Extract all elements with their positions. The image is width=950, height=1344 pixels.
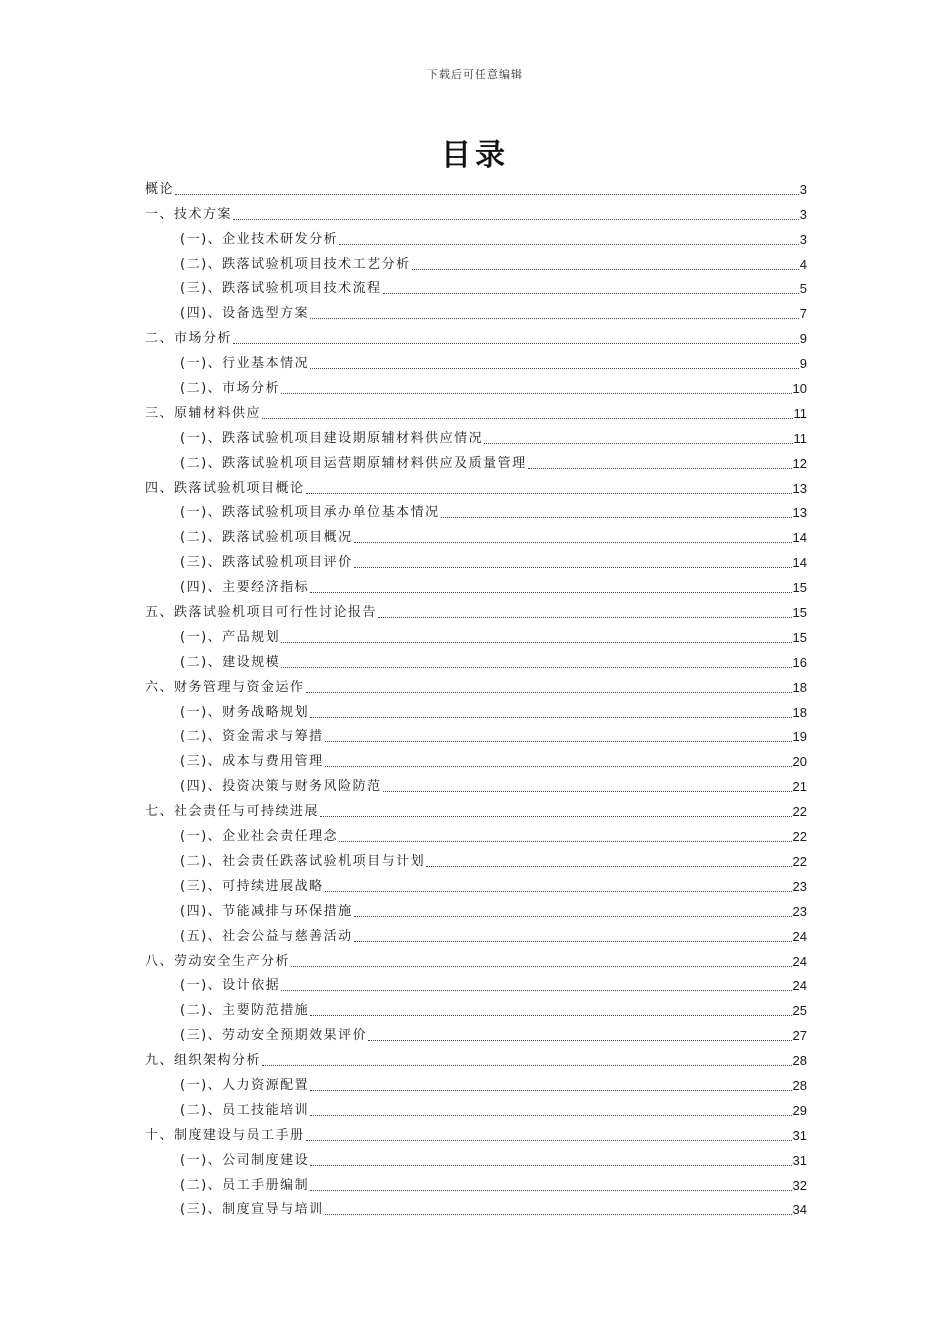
toc-entry-title: (一)、设计依据 <box>180 978 281 994</box>
toc-page-number: 32 <box>792 1177 807 1193</box>
toc-page-number: 23 <box>792 878 807 894</box>
toc-dot-leader <box>368 1039 791 1041</box>
toc-entry-title: 七、社会责任与可持续进展 <box>145 804 320 820</box>
toc-entry-title: (一)、产品规划 <box>180 629 281 645</box>
toc-section-entry[interactable] <box>145 298 807 323</box>
toc-page-number: 12 <box>792 455 807 471</box>
toc-section-entry[interactable] <box>145 224 807 249</box>
toc-chapter-entry[interactable] <box>145 597 807 622</box>
toc-section-entry[interactable] <box>145 1020 807 1045</box>
toc-page-number: 16 <box>792 654 807 670</box>
toc-page-number: 3 <box>799 231 807 247</box>
toc-page-number: 14 <box>792 530 807 546</box>
toc-section-entry[interactable] <box>145 249 807 274</box>
toc-dot-leader <box>412 268 799 270</box>
toc-dot-leader <box>306 691 792 693</box>
toc-section-entry[interactable] <box>145 995 807 1020</box>
toc-dot-leader <box>354 915 792 917</box>
toc-chapter-entry[interactable] <box>145 174 807 199</box>
toc-page-number: 5 <box>799 281 807 297</box>
toc-page-number: 13 <box>792 505 807 521</box>
toc-section-entry[interactable] <box>145 423 807 448</box>
toc-section-entry[interactable] <box>145 547 807 572</box>
toc-entry-title: (一)、企业社会责任理念 <box>180 829 339 845</box>
toc-section-entry[interactable] <box>145 348 807 373</box>
toc-page-number: 31 <box>792 1152 807 1168</box>
toc-page-number: 13 <box>792 480 807 496</box>
toc-entry-title: (一)、公司制度建设 <box>180 1152 310 1168</box>
toc-entry-title: (二)、市场分析 <box>180 381 281 397</box>
toc-section-entry[interactable] <box>145 622 807 647</box>
toc-page-number: 3 <box>799 206 807 222</box>
toc-dot-leader <box>426 865 791 867</box>
toc-section-entry[interactable] <box>145 697 807 722</box>
toc-dot-leader <box>528 467 792 469</box>
toc-section-entry[interactable] <box>145 846 807 871</box>
toc-page-number: 24 <box>792 928 807 944</box>
toc-entry-title: (一)、人力资源配置 <box>180 1077 310 1093</box>
toc-dot-leader <box>262 417 792 419</box>
toc-dot-leader <box>306 492 792 494</box>
toc-dot-leader <box>310 591 791 593</box>
toc-section-entry[interactable] <box>145 373 807 398</box>
toc-section-entry[interactable] <box>145 448 807 473</box>
toc-dot-leader <box>233 342 799 344</box>
toc-entry-title: 四、跌落试验机项目概论 <box>145 480 305 496</box>
toc-section-entry[interactable] <box>145 871 807 896</box>
toc-dot-leader <box>281 392 791 394</box>
toc-entry-title: (五)、社会公益与慈善活动 <box>180 928 353 944</box>
toc-section-entry[interactable] <box>145 746 807 771</box>
toc-dot-leader <box>354 940 792 942</box>
toc-page-number: 18 <box>792 704 807 720</box>
toc-dot-leader <box>320 815 792 817</box>
toc-dot-leader <box>354 566 792 568</box>
toc-chapter-entry[interactable] <box>145 672 807 697</box>
toc-dot-leader <box>339 243 799 245</box>
toc-entry-title: (四)、节能减排与环保措施 <box>180 903 353 919</box>
toc-entry-title: (二)、跌落试验机项目运营期原辅材料供应及质量管理 <box>180 455 527 471</box>
toc-entry-title: (三)、跌落试验机项目评价 <box>180 555 353 571</box>
toc-section-entry[interactable] <box>145 1145 807 1170</box>
toc-page-number: 22 <box>792 804 807 820</box>
toc-page-number: 34 <box>792 1202 807 1218</box>
toc-dot-leader <box>325 1213 792 1215</box>
toc-page-number: 14 <box>792 555 807 571</box>
toc-page-number: 9 <box>799 356 807 372</box>
toc-dot-leader <box>291 965 792 967</box>
toc-page-number: 15 <box>792 580 807 596</box>
toc-page-number: 27 <box>792 1028 807 1044</box>
toc-dot-leader <box>310 1114 791 1116</box>
toc-entry-title: (四)、设备选型方案 <box>180 306 310 322</box>
toc-section-entry[interactable] <box>145 1095 807 1120</box>
toc-page-number: 9 <box>799 331 807 347</box>
toc-chapter-entry[interactable] <box>145 1045 807 1070</box>
table-of-contents <box>145 174 807 1219</box>
toc-dot-leader <box>378 616 792 618</box>
toc-section-entry[interactable] <box>145 572 807 597</box>
toc-entry-title: (二)、跌落试验机项目概况 <box>180 530 353 546</box>
toc-section-entry[interactable] <box>145 1170 807 1195</box>
toc-section-entry[interactable] <box>145 921 807 946</box>
toc-section-entry[interactable] <box>145 771 807 796</box>
toc-page-number: 29 <box>792 1102 807 1118</box>
toc-entry-title: 三、原辅材料供应 <box>145 405 262 421</box>
header-note: 下载后可任意编辑 <box>427 68 523 81</box>
toc-dot-leader <box>281 666 791 668</box>
toc-section-entry[interactable] <box>145 722 807 747</box>
toc-entry-title: (二)、跌落试验机项目技术工艺分析 <box>180 256 411 272</box>
toc-section-entry[interactable] <box>145 896 807 921</box>
toc-dot-leader <box>310 367 799 369</box>
toc-page-number: 10 <box>792 381 807 397</box>
toc-chapter-entry[interactable] <box>145 473 807 498</box>
toc-page-number: 7 <box>799 306 807 322</box>
toc-dot-leader <box>310 1189 791 1191</box>
toc-entry-title: (一)、跌落试验机项目建设期原辅材料供应情况 <box>180 430 484 446</box>
toc-dot-leader <box>441 516 792 518</box>
toc-page-number: 23 <box>792 903 807 919</box>
toc-entry-title: (二)、建设规模 <box>180 654 281 670</box>
toc-chapter-entry[interactable] <box>145 398 807 423</box>
toc-entry-title: 六、财务管理与资金运作 <box>145 679 305 695</box>
toc-page-number: 20 <box>792 754 807 770</box>
toc-dot-leader <box>383 292 799 294</box>
toc-entry-title: (二)、员工技能培训 <box>180 1102 310 1118</box>
toc-chapter-entry[interactable] <box>145 1120 807 1145</box>
toc-page-number: 31 <box>792 1127 807 1143</box>
toc-dot-leader <box>383 790 792 792</box>
toc-entry-title: 五、跌落试验机项目可行性讨论报告 <box>145 605 378 621</box>
toc-dot-leader <box>233 218 799 220</box>
toc-dot-leader <box>175 193 799 195</box>
toc-page-number: 22 <box>792 829 807 845</box>
toc-entry-title: 十、制度建设与员工手册 <box>145 1127 305 1143</box>
toc-page-number: 24 <box>792 953 807 969</box>
toc-dot-leader <box>281 641 791 643</box>
toc-chapter-entry[interactable] <box>145 796 807 821</box>
toc-section-entry[interactable] <box>145 971 807 996</box>
toc-dot-leader <box>310 1089 791 1091</box>
toc-entry-title: 八、劳动安全生产分析 <box>145 953 291 969</box>
toc-dot-leader <box>325 890 792 892</box>
toc-dot-leader <box>484 442 792 444</box>
toc-page-number: 4 <box>799 256 807 272</box>
toc-dot-leader <box>310 1014 791 1016</box>
toc-entry-title: (三)、可持续进展战略 <box>180 878 324 894</box>
toc-chapter-entry[interactable] <box>145 323 807 348</box>
toc-entry-title: (二)、员工手册编制 <box>180 1177 310 1193</box>
toc-page-number: 15 <box>792 629 807 645</box>
toc-page-number: 21 <box>792 779 807 795</box>
toc-page-number: 28 <box>792 1077 807 1093</box>
toc-dot-leader <box>281 989 791 991</box>
toc-page-number: 22 <box>792 853 807 869</box>
toc-dot-leader <box>262 1064 792 1066</box>
toc-page-number: 11 <box>793 405 807 421</box>
toc-entry-title: 概论 <box>145 181 175 197</box>
toc-entry-title: (三)、制度宣导与培训 <box>180 1202 324 1218</box>
toc-entry-title: (四)、主要经济指标 <box>180 580 310 596</box>
toc-entry-title: (二)、资金需求与筹措 <box>180 729 324 745</box>
toc-entry-title: (四)、投资决策与财务风险防范 <box>180 779 382 795</box>
toc-page-number: 3 <box>799 181 807 197</box>
toc-page-number: 18 <box>792 679 807 695</box>
toc-entry-title: 九、组织架构分析 <box>145 1053 262 1069</box>
toc-section-entry[interactable] <box>145 1195 807 1220</box>
toc-page-number: 25 <box>792 1003 807 1019</box>
toc-section-entry[interactable] <box>145 821 807 846</box>
toc-section-entry[interactable] <box>145 647 807 672</box>
toc-section-entry[interactable] <box>145 1070 807 1095</box>
toc-dot-leader <box>325 765 792 767</box>
toc-entry-title: 二、市场分析 <box>145 331 233 347</box>
toc-page-number: 28 <box>792 1053 807 1069</box>
toc-dot-leader <box>306 1139 792 1141</box>
toc-section-entry[interactable] <box>145 522 807 547</box>
toc-entry-title: (三)、劳动安全预期效果评价 <box>180 1028 368 1044</box>
toc-entry-title: (一)、财务战略规划 <box>180 704 310 720</box>
toc-dot-leader <box>339 840 791 842</box>
toc-entry-title: (一)、行业基本情况 <box>180 356 310 372</box>
toc-entry-title: 一、技术方案 <box>145 206 233 222</box>
toc-chapter-entry[interactable] <box>145 946 807 971</box>
toc-dot-leader <box>310 716 791 718</box>
toc-dot-leader <box>310 1164 791 1166</box>
toc-page-number: 15 <box>792 605 807 621</box>
toc-entry-title: (三)、成本与费用管理 <box>180 754 324 770</box>
toc-entry-title: (一)、企业技术研发分析 <box>180 231 339 247</box>
toc-entry-title: (二)、社会责任跌落试验机项目与计划 <box>180 853 426 869</box>
toc-entry-title: (三)、跌落试验机项目技术流程 <box>180 281 382 297</box>
toc-dot-leader <box>325 740 792 742</box>
toc-dot-leader <box>310 317 799 319</box>
toc-page-number: 24 <box>792 978 807 994</box>
toc-entry-title: (二)、主要防范措施 <box>180 1003 310 1019</box>
toc-page-number: 11 <box>793 430 807 446</box>
toc-dot-leader <box>354 541 792 543</box>
toc-section-entry[interactable] <box>145 498 807 523</box>
toc-page-number: 19 <box>792 729 807 745</box>
toc-entry-title: (一)、跌落试验机项目承办单位基本情况 <box>180 505 440 521</box>
toc-section-entry[interactable] <box>145 274 807 299</box>
toc-title: 目录 <box>441 138 509 173</box>
toc-chapter-entry[interactable] <box>145 199 807 224</box>
